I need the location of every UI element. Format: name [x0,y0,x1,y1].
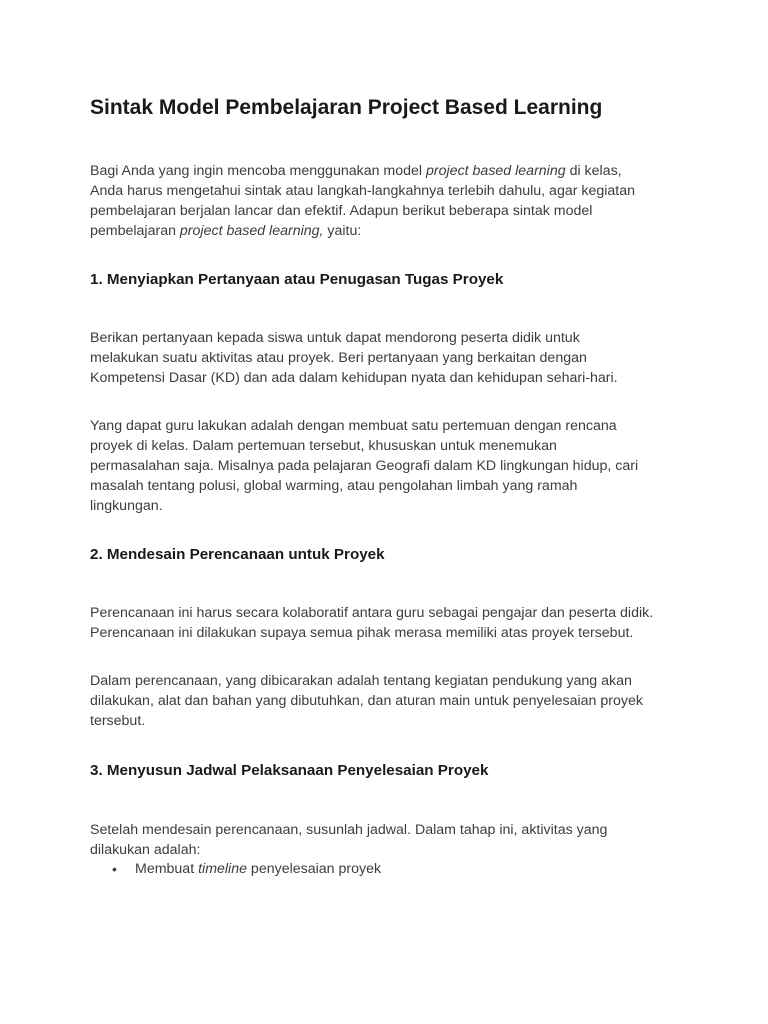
intro-emphasis: project based learning [426,163,566,179]
paragraph-line: Perencanaan ini dilakukan supaya semua pihak merasa memiliki atas proyek tersebut. [90,625,634,641]
paragraph-line: Kompetensi Dasar (KD) dan ada dalam kehidupan nyata dan kehidupan sehari-hari. [90,370,618,386]
paragraph-line: Yang dapat guru lakukan adalah dengan membuat satu pertemuan dengan rencana [90,418,617,434]
paragraph-line: proyek di kelas. Dalam pertemuan tersebut, khususkan untuk menemukan [90,438,557,454]
paragraph-line: tersebut. [90,713,146,729]
paragraph-line: permasalahan saja. Misalnya pada pelajaran Geografi dalam KD lingkungan hidup, cari [90,458,639,474]
intro-line-4 [90,221,690,241]
section-3-paragraph-1 [90,820,690,860]
list-item-text: Membuat [135,861,199,877]
paragraph-line: Perencanaan ini harus secara kolaboratif antara guru sebagai pengajar dan peserta didik. [90,605,654,621]
section-1-paragraph-1 [90,328,690,388]
paragraph-line: melakukan suatu aktivitas atau proyek. Beri pertanyaan yang berkaitan dengan [90,350,587,366]
paragraph-line: dilakukan, alat dan bahan yang dibutuhkan, dan aturan main untuk penyelesaian proyek [90,693,643,709]
bullet-icon: • [112,861,117,877]
section-2-paragraph-1 [90,603,690,643]
intro-emphasis: project based learning, [179,223,324,239]
section-1-heading: 1. Menyiapkan Pertanyaan atau Penugasan Tugas Proyek [90,271,504,288]
bullet-list [90,859,381,879]
intro-text: Bagi Anda yang ingin mencoba menggunakan model [90,163,427,179]
section-2-heading: 2. Mendesain Perencanaan untuk Proyek [90,546,385,563]
intro-text: yaitu: [323,223,362,239]
section-2-paragraph-2 [90,671,690,731]
list-item [90,859,381,879]
page-title: Sintak Model Pembelajaran Project Based Learning [90,96,603,119]
section-1-paragraph-2 [90,416,690,516]
intro-line-3: pembelajaran berjalan lancar dan efektif. Adapun berikut beberapa sintak model [90,203,593,219]
paragraph-line: Dalam perencanaan, yang dibicarakan adalah tentang kegiatan pendukung yang akan [90,673,632,689]
intro-text: pembelajaran [90,223,180,239]
paragraph-line: Setelah mendesain perencanaan, susunlah jadwal. Dalam tahap ini, aktivitas yang [90,822,608,838]
paragraph-line: lingkungan. [90,498,163,514]
paragraph-line: dilakukan adalah: [90,842,201,858]
intro-text: di kelas, [565,163,622,179]
list-item-text: penyelesaian proyek [246,861,382,877]
section-3-heading: 3. Menyusun Jadwal Pelaksanaan Penyelesaian Proyek [90,762,489,779]
paragraph-line: masalah tentang polusi, global warming, atau pengolahan limbah yang ramah [90,478,578,494]
paragraph-line: Berikan pertanyaan kepada siswa untuk dapat mendorong peserta didik untuk [90,330,580,346]
intro-line-2: Anda harus mengetahui sintak atau langkah-langkahnya terlebih dahulu, agar kegiatan [90,183,636,199]
intro-line-1 [90,161,690,181]
list-item-emphasis: timeline [198,861,247,877]
intro-paragraph [90,161,690,241]
